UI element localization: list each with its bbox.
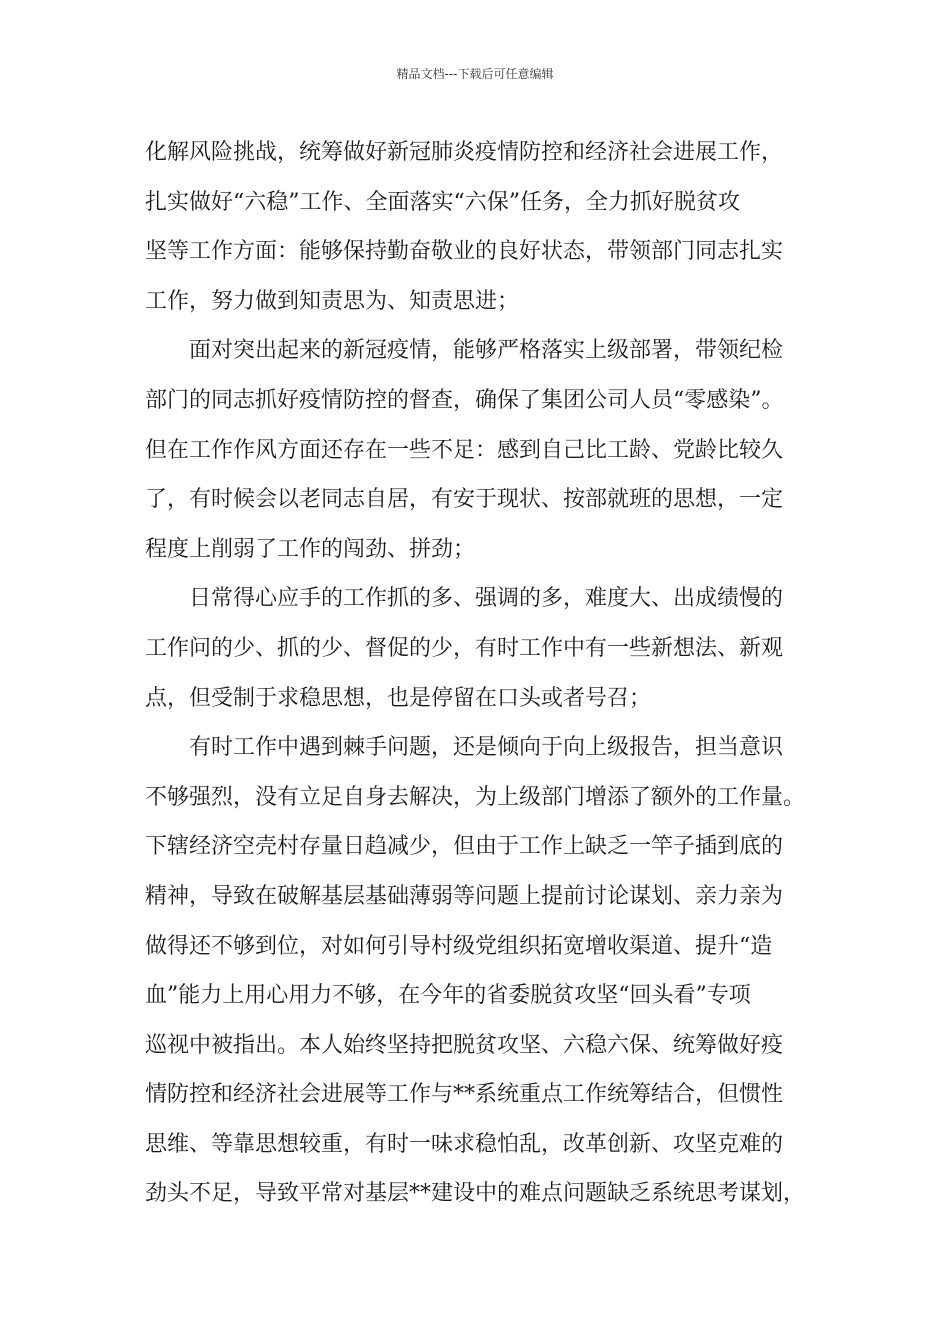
text-line: 部门的同志抓好疫情防控的督查，确保了集团公司人员“零感染”。 (145, 387, 784, 413)
text-line: 劲头不足，导致平常对基层**建设中的难点问题缺乏系统思考谋划， (145, 1181, 806, 1207)
text-line: 巡视中被指出。本人始终坚持把脱贫攻坚、六稳六保、统筹做好疫 (145, 1032, 784, 1058)
text-line: 不够强烈，没有立足自身去解决，为上级部门增添了额外的工作量。 (145, 784, 806, 810)
text-line: 程度上削弱了工作的闯劲、拼劲； (145, 536, 476, 562)
text-line: 有时工作中遇到棘手问题，还是倾向于向上级报告，担当意识 (189, 735, 784, 761)
text-line: 日常得心应手的工作抓的多、强调的多，难度大、出成绩慢的 (189, 586, 784, 612)
text-line: 精神，导致在破解基层基础薄弱等问题上提前讨论谋划、亲力亲为 (145, 883, 784, 909)
text-line: 了，有时候会以老同志自居，有安于现状、按部就班的思想，一定 (145, 487, 784, 513)
text-line: 化解风险挑战，统筹做好新冠肺炎疫情防控和经济社会进展工作， (145, 140, 784, 165)
text-line: 坚等工作方面：能够保持勤奋敬业的良好状态，带领部门同志扎实 (145, 239, 784, 265)
text-line: 扎实做好“六稳”工作、全面落实“六保”任务，全力抓好脱贫攻 (145, 189, 740, 215)
paragraph (145, 326, 820, 574)
document-body (145, 128, 820, 1219)
text-line: 面对突出起来的新冠疫情，能够严格落实上级部署，带领纪检 (189, 338, 784, 364)
text-line: 工作，努力做到知责思为、知责思进； (145, 288, 520, 314)
text-line: 工作问的少、抓的少、督促的少，有时工作中有一些新想法、新观 (145, 635, 784, 661)
text-line: 下辖经济空壳村存量日趋减少，但由于工作上缺乏一竿子插到底的 (145, 834, 784, 860)
text-line: 做得还不够到位，对如何引导村级党组织拓宽增收渠道、提升“造 (145, 933, 773, 959)
text-line: 但在工作作风方面还存在一些不足：感到自己比工龄、党龄比较久 (145, 437, 784, 463)
page-header: 精品文档---下载后可任意编辑 (396, 67, 554, 81)
text-line: 思维、等靠思想较重，有时一味求稳怕乱，改革创新、攻坚克难的 (145, 1131, 784, 1157)
text-line: 血”能力上用心用力不够，在今年的省委脱贫攻坚“回头看”专项 (145, 983, 751, 1009)
text-line: 点，但受制于求稳思想，也是停留在口头或者号召； (145, 685, 652, 711)
paragraph (145, 574, 820, 723)
text-line: 情防控和经济社会进展等工作与**系统重点工作统筹结合，但惯性 (145, 1082, 784, 1108)
paragraph (145, 128, 820, 326)
paragraph (145, 723, 820, 1219)
